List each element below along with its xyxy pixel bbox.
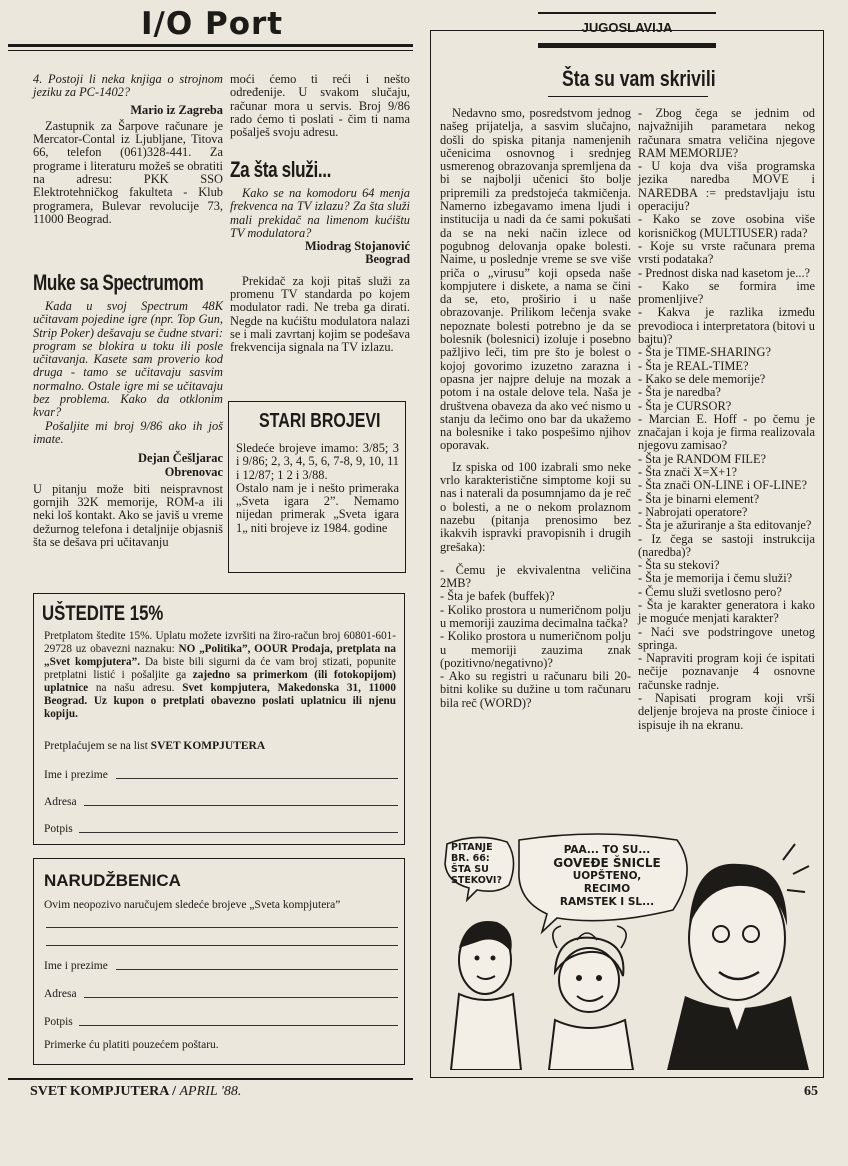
question-item: - Koliko prostora u numeričnom polju u memoriji zauzima znak (pozitivno/negativno)? bbox=[440, 629, 631, 670]
rubric-label: JUGOSLAVIJA bbox=[538, 12, 716, 52]
question-item: - Nabrojati operatore? bbox=[638, 504, 748, 519]
answer-4: Zastupnik za Šarpove računare je Mercator-Contal iz Ljubljane, Titova 66, telefon (061)328-441. Za programe i literaturu možeš se obratiti na adresu: PKK SSO Elektrotehničkog fakulteta - Klub programera, Bulevar revolucije 73, 11000 Beograd. bbox=[33, 118, 223, 226]
question-item: - Šta je TIME-SHARING? bbox=[638, 345, 771, 360]
order-box bbox=[33, 858, 405, 1065]
question-item: - U koja dva viša programska jezika naredba MOVE i NAREDBA := predstavljaju istu operaciju? bbox=[638, 159, 815, 214]
question-item: - Zbog čega se jednim od najvažnijih parametara nekog računara smatra veličina njegove RAM MEMORIJE? bbox=[638, 106, 815, 160]
question-item: - Napisati program koji vrši deljenje brojeva na proste činioce i ispisuje ih na ekranu. bbox=[638, 691, 815, 732]
article-title: Šta su vam skrivili bbox=[562, 66, 716, 91]
article-col-1 bbox=[440, 107, 631, 710]
order-line-2[interactable] bbox=[46, 945, 398, 946]
question-item: - Šta je CURSOR? bbox=[638, 398, 732, 413]
answer-zasta: Prekidač za koji pitaš služi za promenu TV standarda po kojem modulator radi. Ne treba ga dirati. Negde na kućištu modulatora nalazi se i mali zavrtanj kojim se podešava frekvencija signala na TV izlazu. bbox=[230, 273, 410, 355]
article-para-1: Nedavno smo, posredstvom jednog našeg prijatelja, a sasvim slučajno, došli do spiska pitanja namenjenih učenicima osnovnog i srednjeg usmerenog obrazovanja spremljena da bi se najbolji učenici što bolje pripremili za predstojeća takmičenja. Namerno izbegavamo imena ljudi i institucija u nadi da će sami pokušati da se na neki način izlece od pogubnog delovanja opake bolesti. Naime, u poslednje vreme se sve više priča o „virusu” koji opseda naše kompjutere i diskete, a nama se čini da se, eto, proširio i u naše obrazovanje. Prilikom lečenja svake nepoznate bolesti potrebno je da se bolesnik (bolesnici) izoluje i posebno pažljivo leči, tim pre što je bolest o kojoj govorimo izuzetno zarazna i opasna jer najpre deluje na mozak a potom i na ostale delove tela. Naša je društvena obaveza da ako već nismo u stanju da lečimo ono bar da ukažemo na bolesnike i tako pospešimo njihov oporavak. bbox=[440, 106, 631, 453]
subscription-text: Pretplatom štedite 15%. Uplatu možete izvršiti na žiro-račun broj 60801-601-29728 uz obavezni naznaku: NO „Politika”, OOUR Prodaja, pretplata na „Svet kompjutera”. Da biste bili sigurni da će vam broj stizati, popunite pretplatni listić i pošaljite ga zajedno sa primerkom (ili fotokopijom) uplatnice na našu adresu. Svet kompjutera, Makedonska 31, 11000 Beograd. Uz kupon o pretplati obavezno poslati uplatnicu ili njenu kopiju. bbox=[44, 630, 397, 720]
header-rule-thin bbox=[8, 50, 413, 51]
article-para-2: Iz spiska od 100 izabrali smo neke vrlo karakteristične simptome koji su nas i naterali da posumnjamo da je reč o bolesti, a ne o nekom prolaznom nazebu (pitanja prenosimo bez ikakvih ispravki pravopisnih i drugih grešaka): bbox=[440, 459, 631, 554]
question-muke-2: Pošaljite mi broj 9/86 ako ih još imate. bbox=[33, 418, 223, 446]
question-item: - Šta je ažuriranje a šta editovanje? bbox=[638, 518, 812, 533]
subscription-box bbox=[33, 593, 405, 845]
question-item: - Naći sve podstringove unetog springa. bbox=[638, 624, 815, 652]
question-item: - Koje su vrste računara prema vrsti podataka? bbox=[638, 238, 815, 267]
header-rule bbox=[8, 44, 413, 47]
name-field[interactable] bbox=[116, 969, 398, 970]
question-item: - Kakva je razlika između prevodioca i interpretatora (bitovi u bajtu)? bbox=[638, 305, 815, 347]
order-heading: NARUDŽBENICA bbox=[44, 871, 181, 890]
signature: Miodrag Stojanović bbox=[305, 239, 410, 254]
order-line-1[interactable] bbox=[46, 927, 398, 928]
section-title: I/O Port bbox=[141, 6, 284, 42]
stari-text-1: Sledeće brojeve imamo: 3/85; 3 i 9/86; 2, 3, 4, 5, 6, 7-8, 9, 10, 11 i 12/87; 1 2 i 3/88. bbox=[236, 441, 399, 482]
bubble-answer: PAA... TO SU... GOVEĐE ŠNICLE UOPŠTENO, RECIMO RAMSTEK I SL... bbox=[553, 844, 661, 908]
question-item: - Šta je REAL-TIME? bbox=[638, 358, 749, 373]
question-item: - Kako se formira ime promenljive? bbox=[638, 278, 815, 307]
stari-brojevi-heading: STARI BROJEVI bbox=[259, 410, 381, 432]
question-item: - Šta je naredba? bbox=[638, 385, 721, 400]
question-item: - Šta je binarni element? bbox=[638, 491, 760, 506]
signature-label: Potpis bbox=[44, 1016, 73, 1028]
question-item: - Čemu je ekvivalentna veličina 2MB? bbox=[440, 562, 631, 591]
left-column bbox=[33, 73, 223, 226]
heading-zasta: Za šta služi... bbox=[230, 157, 331, 182]
question-item: - Prednost diska nad kasetom je...? bbox=[638, 265, 811, 280]
signature: Mario iz Zagreba bbox=[130, 102, 223, 117]
question-item: - Šta je bafek (buffek)? bbox=[440, 589, 555, 604]
footer-rule bbox=[8, 1078, 413, 1080]
address-field[interactable] bbox=[84, 805, 398, 806]
payment-note: Primerke ću platiti pouzećem poštaru. bbox=[44, 1039, 219, 1051]
signature-field[interactable] bbox=[79, 1025, 398, 1026]
heading-muke: Muke sa Spectrumom bbox=[33, 270, 204, 295]
name-field[interactable] bbox=[116, 778, 398, 779]
address-label: Adresa bbox=[44, 988, 77, 1000]
footer-credit: SVET KOMPJUTERA / APRIL '88. bbox=[30, 1084, 242, 1099]
stari-text-2: Ostalo nam je i nešto primeraka „Sveta igara 2”. Nemamo nijedan primerak „Sveta igara 1„ niti brojeve iz 1984. godine bbox=[236, 480, 399, 535]
middle-column bbox=[230, 73, 410, 139]
signature-label: Potpis bbox=[44, 823, 73, 835]
signature-city: Beograd bbox=[365, 252, 410, 267]
middle-column-2 bbox=[230, 187, 410, 355]
subscription-heading: UŠTEDITE 15% bbox=[42, 602, 164, 625]
question-list-right bbox=[638, 107, 815, 732]
question-zasta: Kako se na komodoru 64 menja frekvenca na TV izlazu? Za šta služi mali prekidač na limenom kućištu TV modulatora? bbox=[230, 186, 410, 240]
question-item: - Ako su registri u računaru bili 20-bitni kolike su dužine u tom računaru bila reč (WORD)? bbox=[440, 669, 631, 710]
subscribe-label: Pretplaćujem se na list SVET KOMPJUTERA bbox=[44, 740, 266, 752]
question-item: - Šta su stekovi? bbox=[638, 558, 720, 573]
question-item: - Šta je RANDOM FILE? bbox=[638, 451, 767, 466]
answer-continued: moći ćemo ti reći i nešto određenije. U svakom slučaju, računar mora u servis. Broj 9/86 rado ćemo ti poslati - čim ti nama pošalješ svoju adresu. bbox=[230, 72, 410, 140]
cartoon bbox=[437, 830, 817, 1070]
signature-city: Obrenovac bbox=[164, 464, 223, 479]
signature-field[interactable] bbox=[79, 832, 398, 833]
name-label: Ime i prezime bbox=[44, 769, 108, 781]
order-text: Ovim neopozivo naručujem sledeće brojeve „Sveta kompjutera” bbox=[44, 899, 341, 911]
left-column-2 bbox=[33, 300, 223, 549]
address-label: Adresa bbox=[44, 796, 77, 808]
question-item: - Koliko prostora u numeričnom polju u memoriji zauzima decimalna tačka? bbox=[440, 602, 631, 630]
page-number: 65 bbox=[804, 1084, 818, 1099]
question-item: - Iz čega se sastoji instrukcija (naredba)? bbox=[638, 531, 815, 559]
question-item: - Šta znači X=X+1? bbox=[638, 465, 737, 480]
question-list-left bbox=[440, 564, 631, 710]
question-muke: Kada u svoj Spectrum 48K učitavam pojedine igre (npr. Top Gun, Strip Poker) dešavaju se čudne stvari: program se blokira u toku ili posle učitavanja. Kasete sam proverio kod druga - tamo se učitavaju sasvim normalno. Ostale igre mi se učitavaju bez problema. Kako da otklonim kvar? bbox=[33, 299, 223, 420]
answer-muke: U pitanju može biti neispravnost gornjih 32K memorije, ROM-a ili neki loš kontakt. Ako se javiš u vreme dežurnog telefona i detaljnije objasniš šta se dešava pri učitavanju bbox=[33, 481, 223, 550]
question-item: - Marcian E. Hoff - po čemu je značajan i koja je firma realizovala njegovu zamisao? bbox=[638, 411, 815, 453]
question-item: - Šta je karakter generatora i kako je moguće menjati karakter? bbox=[638, 597, 815, 626]
question-4: 4. Postoji li neka knjiga o strojnom jeziku za PC-1402? bbox=[33, 72, 223, 100]
question-item: - Čemu služi svetlosno pero? bbox=[638, 584, 782, 599]
question-item: - Šta znači ON-LINE i OF-LINE? bbox=[638, 478, 807, 493]
question-item: - Napraviti program koji će ispitati nečije poznavanje 4 osnovne računske radnje. bbox=[638, 651, 815, 692]
name-label: Ime i prezime bbox=[44, 960, 108, 972]
stari-brojevi-box bbox=[228, 401, 406, 573]
question-item: - Šta je memorija i čemu služi? bbox=[638, 571, 793, 586]
address-field[interactable] bbox=[84, 997, 398, 998]
title-rule bbox=[548, 96, 708, 97]
question-item: - Kako se zove osobina više korisničkog (MULTIUSER) rada? bbox=[638, 212, 815, 240]
signature: Dejan Češljarac bbox=[138, 451, 223, 466]
question-item: - Kako se dele memorije? bbox=[638, 371, 766, 386]
bubble-question: PITANJE BR. 66: ŠTA SU STEKOVI? bbox=[451, 842, 502, 886]
